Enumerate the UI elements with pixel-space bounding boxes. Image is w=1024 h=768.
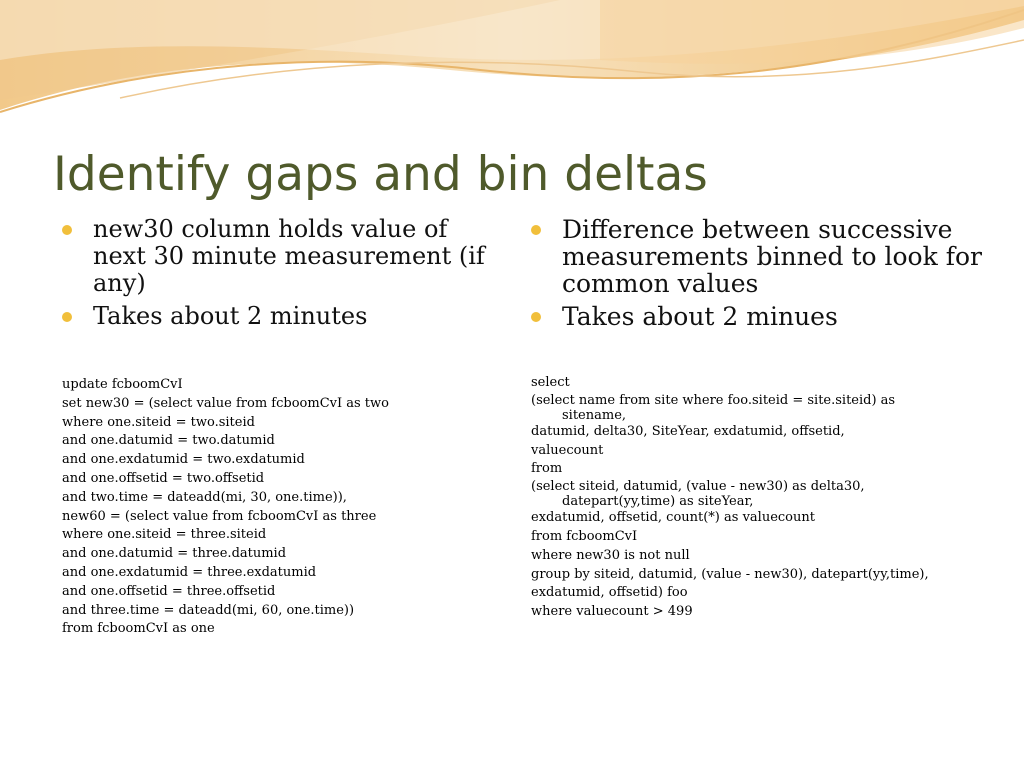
code-line: exdatumid, offsetid) foo: [531, 585, 688, 601]
decorative-wave-banner: [0, 0, 1024, 120]
left-sql-code-block: [62, 376, 502, 639]
code-line: valuecount: [531, 442, 604, 458]
code-line: where one.siteid = two.siteid: [62, 414, 255, 430]
slide-title: Identify gaps and bin deltas: [53, 147, 708, 202]
right-column: [531, 216, 1001, 330]
right-sql-code-block: [531, 374, 971, 622]
bullet-dot-icon: [62, 312, 72, 322]
code-line: from: [531, 461, 563, 477]
right-bullet-item: [531, 303, 1001, 330]
bullet-text: new30 column holds value of next 30 minute measurement (if any): [93, 215, 485, 297]
code-line-continuation: datepart(yy,time) as siteYear,: [562, 494, 754, 510]
code-line: and one.exdatumid = two.exdatumid: [62, 452, 305, 468]
code-line: where new30 is not null: [531, 547, 690, 563]
code-line: and one.offsetid = three.offsetid: [62, 583, 276, 599]
bullet-dot-icon: [62, 225, 72, 235]
left-column: [62, 216, 507, 330]
code-line: where valuecount > 499: [531, 604, 693, 620]
left-bullet-item: [62, 303, 507, 330]
code-line: from fcboomCvI as one: [62, 621, 215, 637]
right-bullet-item: [531, 216, 1001, 297]
code-line: and two.time = dateadd(mi, 30, one.time)),: [62, 489, 347, 505]
code-line: and one.datumid = two.datumid: [62, 433, 275, 449]
code-line: and one.exdatumid = three.exdatumid: [62, 564, 317, 580]
bullet-text: Takes about 2 minutes: [93, 302, 368, 330]
code-line: datumid, delta30, SiteYear, exdatumid, offsetid,: [531, 423, 845, 439]
left-bullet-list: [62, 216, 507, 330]
code-line: and three.time = dateadd(mi, 60, one.time)): [62, 602, 355, 618]
code-line: and one.offsetid = two.offsetid: [62, 470, 265, 486]
right-bullet-list: [531, 216, 1001, 330]
code-line: exdatumid, offsetid, count(*) as valuecount: [531, 510, 815, 526]
left-bullet-item: [62, 216, 507, 297]
code-line-continuation: sitename,: [562, 407, 627, 423]
code-line: and one.datumid = three.datumid: [62, 546, 287, 562]
bullet-dot-icon: [531, 312, 541, 322]
bullet-text: Takes about 2 minues: [562, 302, 838, 331]
code-line: where one.siteid = three.siteid: [62, 527, 267, 543]
code-line: new60 = (select value from fcboomCvI as three: [62, 508, 377, 524]
code-line: (select siteid, datumid, (value - new30) as delta30,: [531, 479, 865, 495]
code-line: (select name from site where foo.siteid = site.siteid) as: [531, 392, 896, 408]
code-line: set new30 = (select value from fcboomCvI as two: [62, 395, 389, 411]
bullet-text: Difference between successive measurements binned to look for common values: [562, 215, 982, 298]
code-line: from fcboomCvI: [531, 528, 638, 544]
code-line: select: [531, 375, 570, 390]
bullet-dot-icon: [531, 225, 541, 235]
code-line: group by siteid, datumid, (value - new30), datepart(yy,time),: [531, 566, 929, 582]
code-line: update fcboomCvI: [62, 377, 183, 392]
